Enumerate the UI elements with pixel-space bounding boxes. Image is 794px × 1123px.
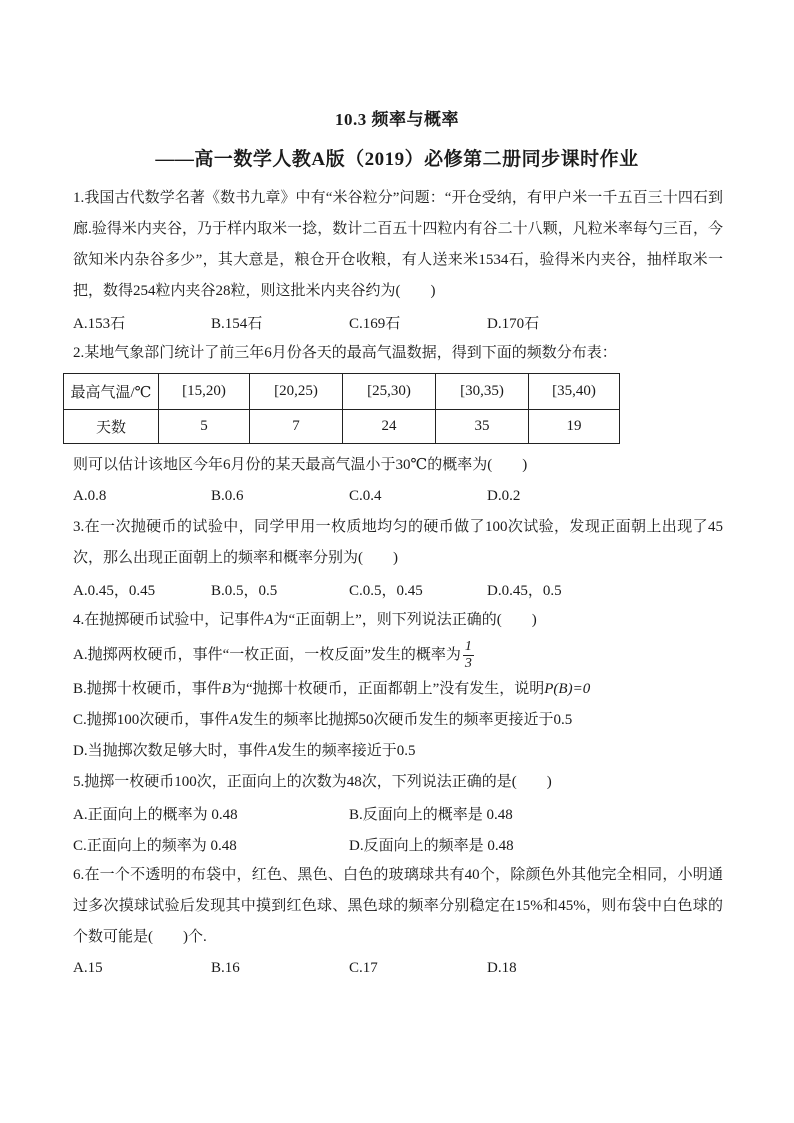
question-1-text: 1.我国古代数学名著《数书九章》中有“米谷粒分”问题：“开仓受纳，有甲户米一千五百三十四石到廊.验得米内夹谷，乃于样内取米一捻，数计二百五十四粒内有谷二十八颗，凡粒米率每勺三百，今欲知米内杂谷多少”，其大意是，粮仓开仓收粮，有人送来米1534石，验得米内夹谷，抽样取米一把，数得254粒内夹谷28粒，则这批米内夹谷约为( ) (73, 190, 723, 299)
variable-a: A (264, 612, 274, 628)
page-title: 10.3 频率与概率 (335, 110, 459, 129)
table-cell: [25,30) (343, 374, 436, 410)
table-cell: [15,20) (159, 374, 250, 410)
table-header-days: 天数 (64, 410, 159, 444)
table-row (64, 374, 620, 410)
question-4-text-a: 4.在抛掷硬币试验中，记事件 (73, 612, 265, 628)
table-cell: [20,25) (250, 374, 343, 410)
question-4-option-b-text-b: 为“抛掷十枚硬币，正面都朝上”没有发生，说明 (230, 681, 545, 697)
question-4-option-d-text-a: D.当抛掷次数足够大时，事件 (73, 743, 268, 759)
question-4-text-b: 为“正面朝上”，则下列说法正确的( ) (273, 612, 537, 628)
question-2-prompt: 则可以估计该地区今年6月份的某天最高气温小于30℃的概率为( ) (73, 457, 528, 473)
question-3-option-a: A.0.45，0.45 (73, 583, 156, 599)
question-6-option-a: A.15 (73, 960, 103, 976)
table-cell: 35 (436, 410, 529, 444)
question-4-option-b-text-a: B.抛掷十枚硬币，事件 (73, 681, 222, 697)
question-3-option-b: B.0.5，0.5 (211, 583, 278, 599)
table-cell: 24 (343, 410, 436, 444)
question-1-option-d: D.170石 (487, 316, 540, 332)
question-5-option-d: D.反面向上的频率是 0.48 (349, 838, 514, 854)
question-3-option-d: D.0.45，0.5 (487, 583, 562, 599)
question-6-text: 6.在一个不透明的布袋中，红色、黑色、白色的玻璃球共有40个，除颜色外其他完全相同，小明通过多次摸球试验后发现其中摸到红色球、黑色球的频率分别稳定在15%和45%，则布袋中白色球的个数可能是( )个. (73, 867, 723, 945)
question-5-option-a: A.正面向上的概率为 0.48 (73, 807, 238, 823)
variable-a: A (229, 712, 239, 728)
question-5-option-c: C.正面向上的频率为 0.48 (73, 838, 237, 854)
question-4-option-c-text-a: C.抛掷100次硬币，事件 (73, 712, 230, 728)
question-6-option-c: C.17 (349, 960, 378, 976)
table-row (64, 410, 620, 444)
table-cell: [35,40) (529, 374, 620, 410)
question-2-options (73, 481, 723, 512)
question-6-options (73, 953, 723, 984)
question-4-text (73, 605, 723, 636)
question-1-option-b: B.154石 (211, 316, 263, 332)
question-2-option-d: D.0.2 (487, 488, 521, 504)
questions-body (70, 183, 723, 984)
question-6-option-d: D.18 (487, 960, 517, 976)
question-5-text: 5.抛掷一枚硬币100次，正面向上的次数为48次，下列说法正确的是( ) (73, 774, 552, 790)
question-5-options-row-2 (73, 829, 723, 860)
question-4-option-a (73, 636, 723, 674)
fraction-numerator: 1 (464, 639, 472, 655)
table-cell: 19 (529, 410, 620, 444)
question-5-options-row-1 (73, 798, 723, 829)
question-2-option-c: C.0.4 (349, 488, 382, 504)
question-4-option-d-text-b: 发生的频率接近于0.5 (276, 743, 416, 759)
question-3-option-c: C.0.5，0.45 (349, 583, 423, 599)
question-1-option-a: A.153石 (73, 316, 126, 332)
question-5-option-b: B.反面向上的概率是 0.48 (349, 807, 513, 823)
question-6-option-b: B.16 (211, 960, 240, 976)
question-4-option-b (73, 674, 723, 705)
question-2-option-b: B.0.6 (211, 488, 244, 504)
question-4-option-c (73, 705, 723, 736)
question-4-option-d (73, 736, 723, 767)
frequency-table (63, 373, 620, 444)
table-cell: [30,35) (436, 374, 529, 410)
question-1-options (73, 307, 723, 338)
probability-formula: P(B)=0 (544, 681, 591, 697)
question-4-option-a-text: A.抛掷两枚硬币，事件“一枚正面，一枚反面”发生的概率为 (73, 647, 461, 663)
question-3-text: 3.在一次抛硬币的试验中，同学甲用一枚质地均匀的硬币做了100次试验，发现正面朝上出现了45次，那么出现正面朝上的频率和概率分别为( ) (73, 519, 723, 566)
question-3-options (73, 574, 723, 605)
variable-a: A (267, 743, 277, 759)
question-2-option-a: A.0.8 (73, 488, 107, 504)
question-2-text: 2.某地气象部门统计了前三年6月份各天的最高气温数据，得到下面的频数分布表： (73, 345, 617, 361)
variable-b: B (221, 681, 231, 697)
table-header-temp: 最高气温/℃ (64, 374, 159, 410)
fraction-one-third (463, 639, 474, 672)
table-cell: 5 (159, 410, 250, 444)
fraction-denominator: 3 (464, 656, 472, 672)
question-1-option-c: C.169石 (349, 316, 401, 332)
question-4-option-c-text-b: 发生的频率比抛掷50次硬币发生的频率更接近于0.5 (238, 712, 573, 728)
table-cell: 7 (250, 410, 343, 444)
page-subtitle: ——高一数学人教A版（2019）必修第二册同步课时作业 (155, 149, 639, 170)
